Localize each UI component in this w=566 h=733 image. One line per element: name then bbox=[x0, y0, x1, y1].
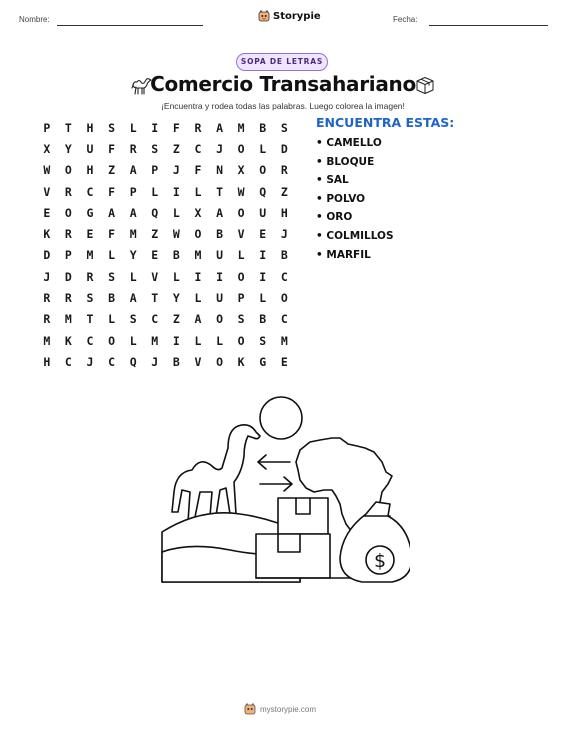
grid-letter[interactable]: B bbox=[172, 354, 180, 369]
grid-letter[interactable]: L bbox=[237, 248, 245, 263]
activity-badge: SOPA DE LETRAS bbox=[236, 53, 328, 71]
name-label: Nombre: bbox=[19, 15, 50, 24]
grid-letter[interactable]: K bbox=[64, 333, 72, 348]
grid-letter[interactable]: R bbox=[194, 120, 202, 135]
grid-letter[interactable]: L bbox=[259, 291, 267, 306]
footer bbox=[244, 703, 316, 715]
grid-letter[interactable]: J bbox=[151, 354, 159, 369]
grid-letter[interactable]: G bbox=[86, 205, 94, 220]
grid-letter[interactable]: B bbox=[172, 248, 180, 263]
grid-row bbox=[36, 223, 295, 244]
storypie-logo-icon bbox=[244, 703, 256, 715]
word-list-title: ENCUENTRA ESTAS: bbox=[316, 115, 455, 130]
instructions: ¡Encuentra y rodea todas las palabras. Luego colorea la imagen! bbox=[161, 101, 405, 111]
grid-letter[interactable]: T bbox=[151, 291, 159, 306]
grid-letter[interactable]: P bbox=[129, 184, 137, 199]
grid-letter[interactable]: S bbox=[151, 141, 159, 156]
crate-icon bbox=[414, 75, 435, 96]
grid-letter[interactable]: W bbox=[172, 227, 180, 242]
page-title-row bbox=[0, 72, 566, 96]
grid-letter[interactable]: C bbox=[194, 141, 202, 156]
grid-letter[interactable]: R bbox=[64, 227, 72, 242]
grid-letter[interactable]: Z bbox=[108, 163, 116, 178]
word-list-item: • SAL bbox=[316, 174, 349, 187]
grid-letter[interactable]: R bbox=[43, 312, 51, 327]
grid-letter[interactable]: I bbox=[194, 269, 202, 284]
grid-letter[interactable]: S bbox=[280, 120, 288, 135]
grid-letter[interactable]: R bbox=[280, 163, 288, 178]
grid-letter[interactable]: F bbox=[108, 227, 116, 242]
grid-letter[interactable]: O bbox=[216, 354, 224, 369]
grid-letter[interactable]: C bbox=[86, 184, 94, 199]
grid-letter[interactable]: Q bbox=[151, 205, 159, 220]
grid-letter[interactable]: W bbox=[237, 184, 245, 199]
grid-letter[interactable]: B bbox=[259, 120, 267, 135]
grid-letter[interactable]: D bbox=[280, 141, 288, 156]
grid-row bbox=[36, 351, 295, 372]
grid-letter[interactable]: M bbox=[129, 227, 137, 242]
grid-letter[interactable]: C bbox=[64, 354, 72, 369]
grid-letter[interactable]: L bbox=[172, 205, 180, 220]
grid-letter[interactable]: A bbox=[216, 205, 224, 220]
grid-letter[interactable]: T bbox=[64, 120, 72, 135]
grid-row bbox=[36, 181, 295, 202]
grid-letter[interactable]: E bbox=[86, 227, 94, 242]
grid-letter[interactable]: H bbox=[43, 354, 51, 369]
grid-letter[interactable]: K bbox=[237, 354, 245, 369]
camel-icon bbox=[130, 76, 154, 96]
grid-letter[interactable]: A bbox=[129, 291, 137, 306]
grid-letter[interactable]: X bbox=[237, 163, 245, 178]
grid-letter[interactable]: L bbox=[129, 333, 137, 348]
grid-letter[interactable]: R bbox=[86, 269, 94, 284]
word-list-item: • BLOQUE bbox=[316, 155, 375, 168]
grid-row bbox=[36, 330, 295, 351]
grid-letter[interactable]: I bbox=[151, 120, 159, 135]
grid-letter[interactable]: H bbox=[86, 120, 94, 135]
grid-letter[interactable]: O bbox=[216, 312, 224, 327]
grid-letter[interactable]: J bbox=[43, 269, 51, 284]
grid-letter[interactable]: J bbox=[172, 163, 180, 178]
date-field-line[interactable] bbox=[429, 25, 548, 26]
word-list-item: • MARFIL bbox=[316, 248, 371, 261]
sun-shape bbox=[260, 397, 302, 439]
brand-name: Storypie bbox=[273, 10, 321, 22]
grid-letter[interactable]: T bbox=[86, 312, 94, 327]
grid-letter[interactable]: I bbox=[259, 248, 267, 263]
grid-letter[interactable]: H bbox=[280, 205, 288, 220]
grid-letter[interactable]: H bbox=[86, 163, 94, 178]
grid-row bbox=[36, 117, 295, 138]
grid-letter[interactable]: Y bbox=[129, 248, 137, 263]
grid-letter[interactable]: D bbox=[64, 269, 72, 284]
arrow-right-shape bbox=[260, 477, 292, 491]
grid-letter[interactable]: A bbox=[108, 205, 116, 220]
grid-letter[interactable]: Q bbox=[259, 184, 267, 199]
grid-letter[interactable]: I bbox=[259, 269, 267, 284]
grid-letter[interactable]: Y bbox=[172, 291, 180, 306]
grid-letter[interactable]: Z bbox=[172, 312, 180, 327]
grid-row bbox=[36, 160, 295, 181]
grid-letter[interactable]: Q bbox=[129, 354, 137, 369]
grid-letter[interactable]: B bbox=[216, 227, 224, 242]
grid-letter[interactable]: J bbox=[280, 227, 288, 242]
crate-bottom-shape bbox=[256, 534, 330, 578]
word-list-item: • ORO bbox=[316, 211, 353, 224]
grid-row bbox=[36, 138, 295, 159]
grid-letter[interactable]: S bbox=[259, 333, 267, 348]
grid-letter[interactable]: Y bbox=[64, 141, 72, 156]
grid-letter[interactable]: O bbox=[108, 333, 116, 348]
grid-letter[interactable]: J bbox=[86, 354, 94, 369]
grid-letter[interactable]: U bbox=[216, 248, 224, 263]
grid-letter[interactable]: O bbox=[64, 205, 72, 220]
grid-letter[interactable]: L bbox=[108, 312, 116, 327]
word-list-item: • POLVO bbox=[316, 192, 366, 205]
grid-letter[interactable]: Z bbox=[280, 184, 288, 199]
grid-letter[interactable]: E bbox=[280, 354, 288, 369]
grid-letter[interactable]: M bbox=[64, 312, 72, 327]
grid-letter[interactable]: V bbox=[194, 354, 202, 369]
footer-url[interactable]: mystorypie.com bbox=[260, 704, 317, 714]
grid-letter[interactable]: Z bbox=[172, 141, 180, 156]
grid-letter[interactable]: C bbox=[108, 354, 116, 369]
grid-row bbox=[36, 309, 295, 330]
grid-letter[interactable]: B bbox=[108, 291, 116, 306]
grid-letter[interactable]: F bbox=[108, 184, 116, 199]
grid-letter[interactable]: R bbox=[43, 291, 51, 306]
grid-letter[interactable]: T bbox=[216, 184, 224, 199]
grid-letter[interactable]: M bbox=[194, 248, 202, 263]
grid-letter[interactable]: U bbox=[259, 205, 267, 220]
grid-letter[interactable]: B bbox=[280, 248, 288, 263]
name-field-line[interactable] bbox=[57, 25, 203, 26]
dollar-sign-icon: $ bbox=[373, 550, 387, 572]
grid-letter[interactable]: R bbox=[64, 184, 72, 199]
word-list bbox=[316, 137, 394, 267]
grid-letter[interactable]: E bbox=[43, 205, 51, 220]
grid-letter[interactable]: O bbox=[237, 269, 245, 284]
grid-row bbox=[36, 245, 295, 266]
grid-letter[interactable]: M bbox=[86, 248, 94, 263]
grid-letter[interactable]: O bbox=[237, 333, 245, 348]
grid-letter[interactable]: I bbox=[172, 333, 180, 348]
grid-row bbox=[36, 266, 295, 287]
word-list-item: • CAMELLO bbox=[316, 137, 382, 149]
grid-letter[interactable]: F bbox=[172, 120, 180, 135]
grid-letter[interactable]: A bbox=[216, 120, 224, 135]
grid-letter[interactable]: L bbox=[172, 269, 180, 284]
grid-letter[interactable]: C bbox=[280, 269, 288, 284]
grid-letter[interactable]: L bbox=[259, 141, 267, 156]
camel-shape bbox=[172, 425, 260, 522]
grid-letter[interactable]: M bbox=[151, 333, 159, 348]
grid-letter[interactable]: O bbox=[64, 163, 72, 178]
crate-top-shape bbox=[278, 498, 328, 534]
grid-letter[interactable]: W bbox=[43, 163, 51, 178]
grid-letter[interactable]: M bbox=[237, 120, 245, 135]
grid-letter[interactable]: G bbox=[259, 354, 267, 369]
grid-letter[interactable]: N bbox=[216, 163, 224, 178]
grid-letter[interactable]: P bbox=[237, 291, 245, 306]
grid-letter[interactable]: L bbox=[108, 248, 116, 263]
grid-letter[interactable]: V bbox=[237, 227, 245, 242]
grid-letter[interactable]: O bbox=[237, 141, 245, 156]
grid-letter[interactable]: A bbox=[194, 312, 202, 327]
grid-letter[interactable]: F bbox=[108, 141, 116, 156]
storypie-logo-icon bbox=[258, 10, 270, 22]
grid-row bbox=[36, 202, 295, 223]
grid-letter[interactable]: F bbox=[194, 163, 202, 178]
grid-letter[interactable]: J bbox=[216, 141, 224, 156]
grid-letter[interactable]: S bbox=[108, 120, 116, 135]
grid-letter[interactable]: C bbox=[151, 312, 159, 327]
grid-letter[interactable]: O bbox=[259, 163, 267, 178]
grid-letter[interactable]: I bbox=[172, 184, 180, 199]
grid-letter[interactable]: A bbox=[129, 163, 137, 178]
grid-row bbox=[36, 287, 295, 308]
grid-letter[interactable]: O bbox=[280, 291, 288, 306]
grid-letter[interactable]: S bbox=[237, 312, 245, 327]
grid-letter[interactable]: L bbox=[129, 120, 137, 135]
trade-illustration[interactable] bbox=[160, 392, 410, 592]
grid-letter[interactable]: L bbox=[194, 333, 202, 348]
grid-letter[interactable]: L bbox=[194, 291, 202, 306]
grid-letter[interactable]: C bbox=[86, 333, 94, 348]
grid-letter[interactable]: O bbox=[194, 227, 202, 242]
grid-letter[interactable]: D bbox=[43, 248, 51, 263]
grid-letter[interactable]: L bbox=[194, 184, 202, 199]
grid-letter[interactable]: B bbox=[259, 312, 267, 327]
grid-letter[interactable]: S bbox=[108, 269, 116, 284]
brand bbox=[258, 10, 321, 22]
grid-letter[interactable]: L bbox=[129, 269, 137, 284]
grid-letter[interactable]: Z bbox=[151, 227, 159, 242]
grid-letter[interactable]: E bbox=[151, 248, 159, 263]
arrow-left-shape bbox=[258, 455, 290, 469]
grid-letter[interactable]: P bbox=[64, 248, 72, 263]
grid-letter[interactable]: M bbox=[280, 333, 288, 348]
grid-letter[interactable]: R bbox=[129, 141, 137, 156]
word-search-grid[interactable] bbox=[36, 117, 295, 373]
grid-letter[interactable]: S bbox=[129, 312, 137, 327]
grid-letter[interactable]: V bbox=[151, 269, 159, 284]
grid-letter[interactable]: A bbox=[129, 205, 137, 220]
grid-letter[interactable]: I bbox=[216, 269, 224, 284]
date-label: Fecha: bbox=[393, 15, 418, 24]
grid-letter[interactable]: U bbox=[216, 291, 224, 306]
grid-letter[interactable]: V bbox=[43, 184, 51, 199]
grid-letter[interactable]: L bbox=[151, 184, 159, 199]
grid-letter[interactable]: S bbox=[86, 291, 94, 306]
grid-letter[interactable]: U bbox=[86, 141, 94, 156]
grid-letter[interactable]: P bbox=[151, 163, 159, 178]
grid-letter[interactable]: X bbox=[43, 141, 51, 156]
grid-letter[interactable]: O bbox=[237, 205, 245, 220]
grid-letter[interactable]: R bbox=[64, 291, 72, 306]
grid-letter[interactable]: E bbox=[259, 227, 267, 242]
grid-letter[interactable]: P bbox=[43, 120, 51, 135]
grid-letter[interactable]: L bbox=[216, 333, 224, 348]
grid-letter[interactable]: C bbox=[280, 312, 288, 327]
grid-letter[interactable]: M bbox=[43, 333, 51, 348]
grid-letter[interactable]: K bbox=[43, 227, 51, 242]
grid-letter[interactable]: X bbox=[194, 205, 202, 220]
word-list-item: • COLMILLOS bbox=[316, 229, 394, 242]
page-title: Comercio Transahariano bbox=[150, 72, 416, 96]
